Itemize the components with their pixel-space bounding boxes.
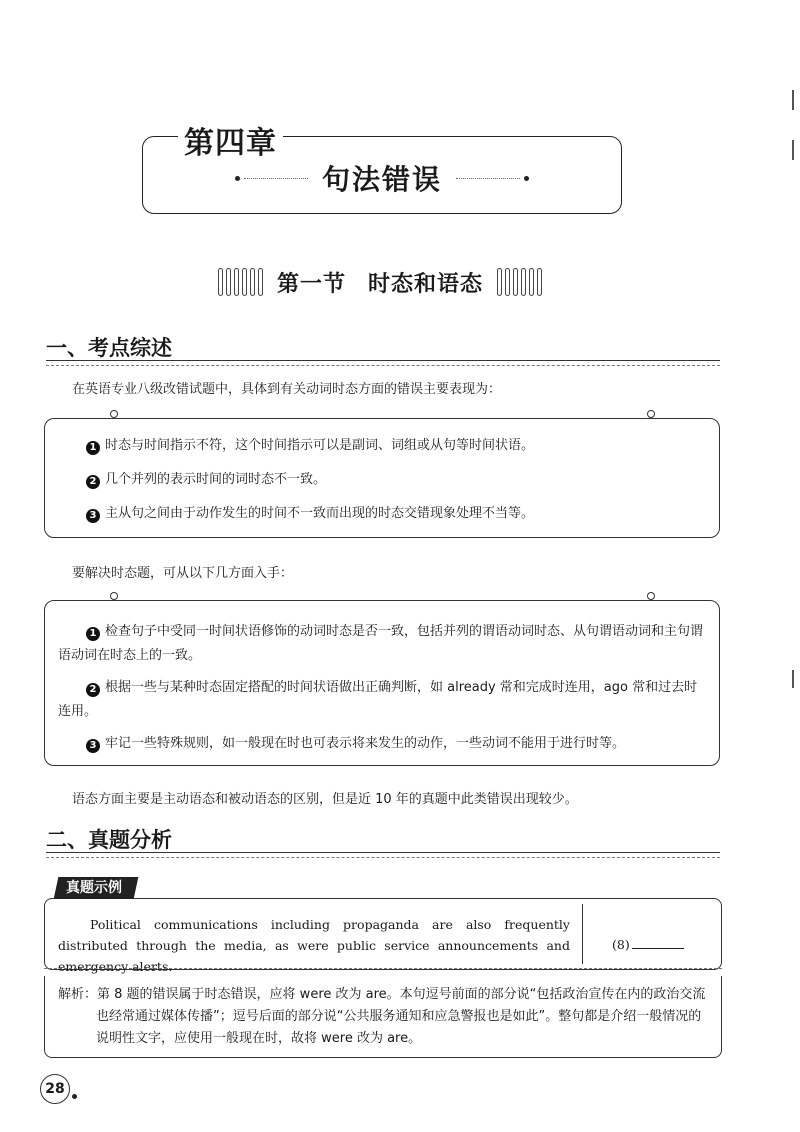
number-badge: 3 [86,739,100,753]
list-item-text: 牢记一些特殊规则，如一般现在时也可表示将来发生的动作，一些动词不能用于进行时等。 [105,736,626,751]
list-item [86,470,326,490]
number-badge: 3 [86,509,100,523]
number-badge: 1 [86,627,100,641]
example-sentence: Political communications including propaganda are also frequently distributed through the media, as were public service announcements and emergency alerts. [58,917,570,974]
part-heading-overview: 一、考点综述 [46,336,172,360]
section-number: 第一节 [276,271,346,297]
example-tab [54,877,139,899]
analysis-label: 解析： [58,987,98,1002]
answer-slot [612,937,684,952]
intro-paragraph-2: 要解决时态题，可从以下几方面入手： [72,566,294,581]
bullet-dot-icon [524,176,529,181]
list-item [86,436,534,456]
divider [582,904,583,964]
number-badge: 1 [86,441,100,455]
list-item-text: 根据一些与某种时态固定搭配的时间状语做出正确判断，如 already 常和完成时连用，ago 常和过去时连用。 [58,680,698,719]
decorative-bars-icon [218,268,263,296]
analysis-divider [44,968,722,969]
pin-icon [110,592,118,600]
example-tab-label: 真题示例 [66,880,122,896]
edge-mark [792,140,794,160]
pin-icon [647,592,655,600]
part-heading-analysis: 二、真题分析 [46,828,172,852]
chapter-title-row [232,158,532,198]
voice-note: 语态方面主要是主动语态和被动语态的区别，但是近 10 年的真题中此类错误出现较少。 [72,792,578,807]
intro-paragraph: 在英语专业八级改错试题中，具体到有关动词时态方面的错误主要表现为： [72,382,502,397]
heading-rule [46,360,720,366]
edge-mark [792,90,794,110]
edge-mark [792,670,794,688]
list-item-text: 主从句之间由于动作发生的时间不一致而出现的时态交错现象处理不当等。 [105,506,535,521]
pin-icon [647,410,655,418]
page-dot-icon [72,1094,77,1099]
number-badge: 2 [86,475,100,489]
bullet-dot-icon [235,176,240,181]
list-item [58,676,708,724]
answer-label: (8) [612,937,630,952]
list-item-text: 时态与时间指示不符，这个时间指示可以是副词、词组或从句等时间状语。 [105,438,535,453]
heading-rule [46,852,720,858]
dotted-line [456,178,520,179]
list-item [58,620,708,668]
decorative-bars-icon [497,268,542,296]
page-number: 28 [40,1074,70,1104]
analysis-text: 第 8 题的错误属于时态错误，应将 were 改为 are。本句逗号前面的部分说“包括政治宣传在内的政治交流 [97,987,706,1002]
analysis-block [58,984,710,1050]
pin-icon [110,410,118,418]
section-heading [160,262,600,302]
list-item [86,504,534,524]
answer-blank [632,948,684,949]
chapter-label: 第四章 [178,118,283,162]
chapter-title: 句法错误 [321,163,442,196]
analysis-text-continued: 也经常通过媒体传播”；逗号后面的部分说“公共服务通知和应急警报也是如此”。整句都是介绍一般情况的说明性文字，应使用一般现在时，故将 were 改为 are。 [96,1009,702,1046]
list-item-text: 几个并列的表示时间的词时态不一致。 [105,472,327,487]
dotted-line [244,178,308,179]
list-item [58,732,708,756]
section-name: 时态和语态 [368,271,484,297]
list-item-text: 检查句子中受同一时间状语修饰的动词时态是否一致，包括并列的谓语动词时态、从句谓语动词和主句谓语动词在时态上的一致。 [58,624,704,663]
number-badge: 2 [86,683,100,697]
